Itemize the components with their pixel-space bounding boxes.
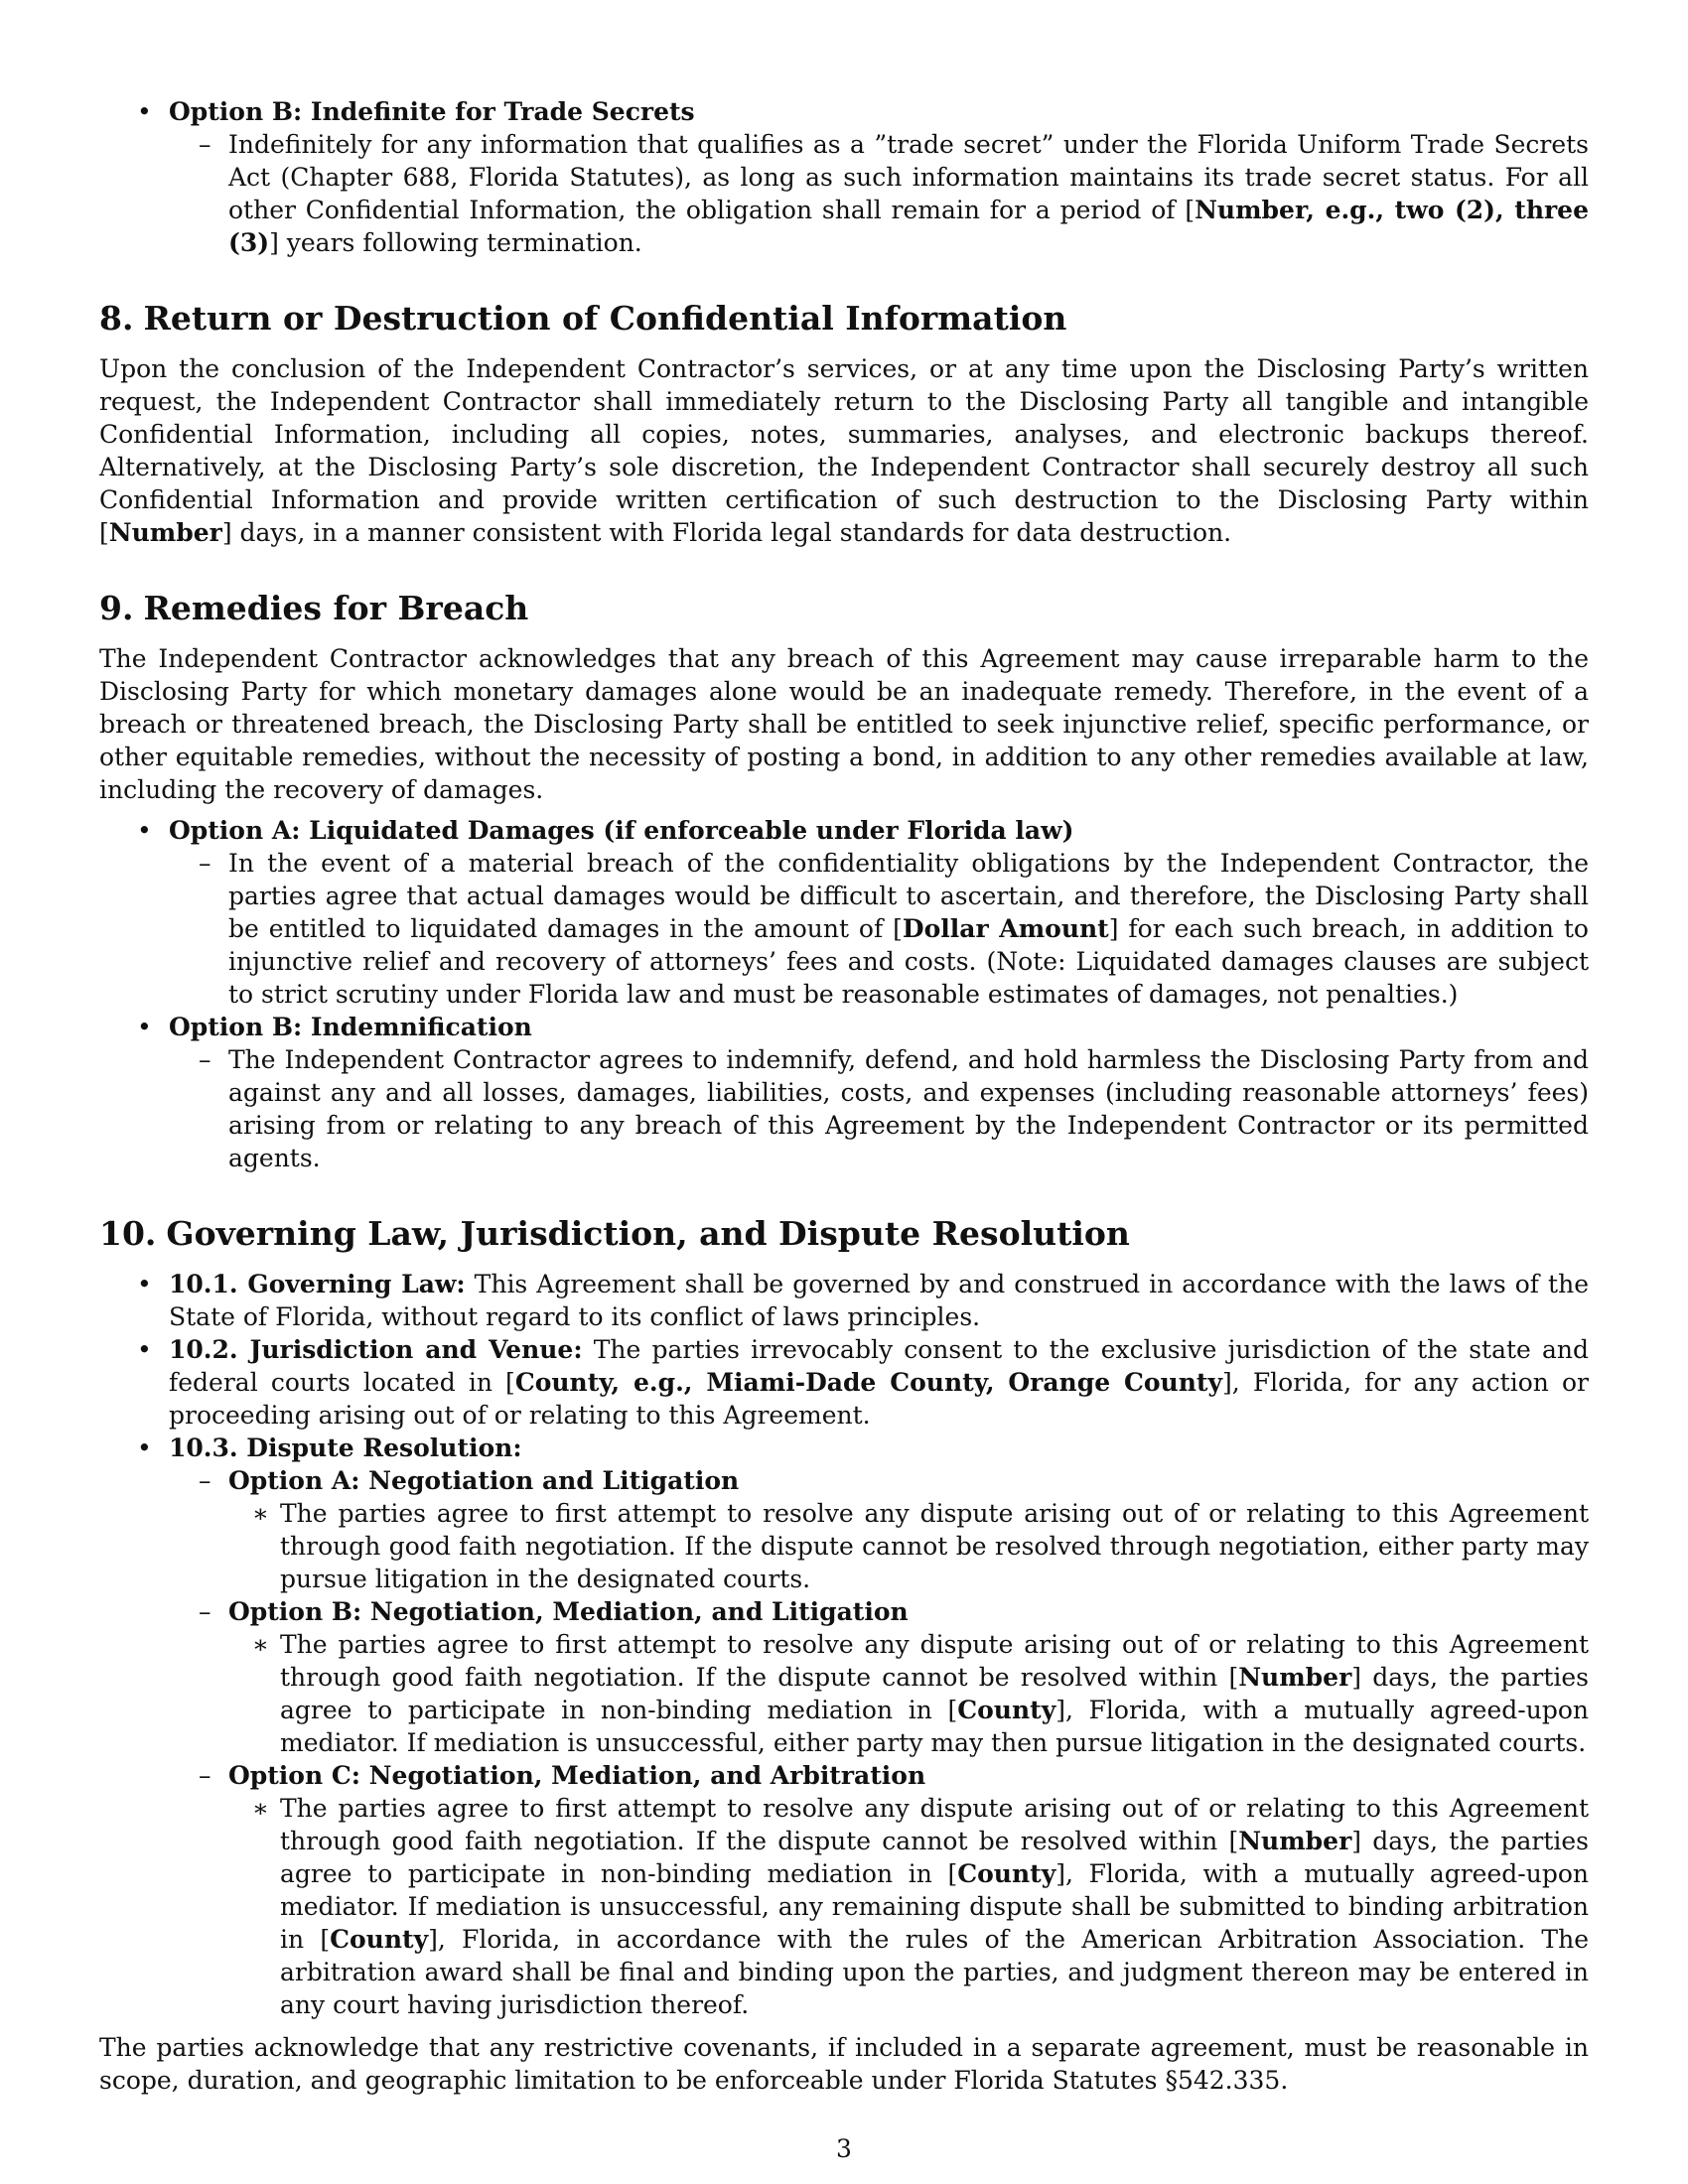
text-span: ] days, the parties agree to participate in non-binding mediation in [ (280, 1663, 1589, 1724)
list-item: – The Independent Contractor agrees to indemnify, defend, and hold harmless the Disclosing Party from and against any and all losses, damages, liabilities, costs, and expenses (including reasonable attorneys’ fees) arising from or relating to any breach of this Agreement by the Independent Contractor or its permitted agents. (169, 1043, 1589, 1174)
option-list-top (99, 95, 1589, 259)
sub-list (228, 1497, 1589, 1595)
option-b-title: Option B: Negotiation, Mediation, and Litigation (228, 1597, 909, 1626)
placeholder-term: Number, e.g., two (2), three (3) (228, 196, 1589, 257)
text-span: The parties agree to first attempt to resolve any dispute arising out of or relating to this Agreement through good faith negotiation. If the dispute cannot be resolved within [ (280, 1794, 1589, 1855)
option-b-title: Option B: Indemnification (169, 1013, 532, 1041)
placeholder-term: Number (1238, 1663, 1352, 1692)
text-span: Upon the conclusion of the Independent Contractor’s services, or at any time upon the Disclosing Party’s written request, the Independent Contractor shall immediately return to the Disclosing Party all tangible and intangible Confidential Information, including all copies, notes, summaries, analyses, and electronic backups thereof. Alternatively, at the Disclosing Party’s sole discretion, the Independent Contractor shall securely destroy all such Confidential Information and provide written certification of such destruction to the Disclosing Party within [ (99, 354, 1589, 547)
list-item (169, 847, 1589, 1011)
section-title: Remedies for Breach (143, 589, 529, 627)
list-item (228, 1792, 1589, 2021)
section-number: 8. (99, 299, 134, 338)
list-item (99, 1268, 1589, 1333)
list-item (169, 1759, 1589, 2021)
text-span: Indefinitely for any information that qualifies as a ”trade secret” under the Florida Uniform Trade Secrets Act (Chapter 688, Florida Statutes), as long as such information maintains its trade secret status. For all other Confidential Information, the obligation shall remain for a period of [ (228, 130, 1589, 224)
clause-label: 10.2. Jurisdiction and Venue: (169, 1335, 583, 1364)
list-item (169, 1595, 1589, 1759)
placeholder-term: County, e.g., Miami-Dade County, Orange County (514, 1368, 1222, 1397)
placeholder-term: Number (1238, 1827, 1352, 1855)
text-span: ] days, the parties agree to participate in non-binding mediation in [ (280, 1827, 1589, 1888)
text-span: ], Florida, with a mutually agreed-upon mediator. If mediation is unsuccessful, either party may then pursue litigation in the designated courts. (280, 1696, 1589, 1757)
section-10-list (99, 1268, 1589, 2021)
placeholder-term: County (330, 1925, 429, 1954)
placeholder-term: County (957, 1859, 1056, 1888)
text-span: ], Florida, in accordance with the rules of the American Arbitration Association. The arbitration award shall be final and binding upon the parties, and judgment thereon may be entered in any court having jurisdiction thereof. (280, 1925, 1589, 2019)
clause-label: 10.1. Governing Law: (169, 1270, 466, 1298)
clause-label: 10.3. Dispute Resolution: (169, 1433, 522, 1462)
text-span: ] years following termination. (269, 228, 642, 257)
list-item (99, 1333, 1589, 1432)
list-item: ∗ The parties agree to first attempt to resolve any dispute arising out of or relating to this Agreement through good faith negotiation. If the dispute cannot be resolved through negotiation, either party may pursue litigation in the designated courts. (228, 1497, 1589, 1595)
text-span: ], Florida, with a mutually agreed-upon mediator. If mediation is unsuccessful, any remaining dispute shall be submitted to binding arbitration in [ (280, 1859, 1589, 1954)
section-title: Governing Law, Jurisdiction, and Dispute Resolution (166, 1214, 1130, 1253)
section-8-paragraph (99, 352, 1589, 549)
list-item (99, 1432, 1589, 2021)
list-item (99, 814, 1589, 1011)
placeholder-term: County (957, 1696, 1056, 1724)
text-span: ] days, in a manner consistent with Florida legal standards for data destruction. (221, 518, 1232, 547)
page-number: 3 (836, 2134, 852, 2163)
dispute-options-list (169, 1464, 1589, 2021)
list-item (99, 1011, 1589, 1174)
sub-list (228, 1792, 1589, 2021)
sub-list (169, 847, 1589, 1011)
list-item (99, 95, 1589, 259)
section-9-intro: The Independent Contractor acknowledges that any breach of this Agreement may cause irreparable harm to the Disclosing Party for which monetary damages alone would be an inadequate remedy. Therefore, in the event of a breach or threatened breach, the Disclosing Party shall be entitled to seek injunctive relief, specific performance, or other equitable remedies, without the necessity of posting a bond, in addition to any other remedies available at law, including the recovery of damages. (99, 644, 1589, 804)
section-title: Return or Destruction of Confidential Information (143, 299, 1067, 338)
section-number: 10. (99, 1214, 157, 1253)
placeholder-term: Dollar Amount (902, 914, 1109, 943)
sub-list (169, 128, 1589, 259)
section-10-heading (99, 1214, 1589, 1254)
section-9-heading (99, 589, 1589, 628)
text-span: ], Florida, for any action or proceeding arising out of or relating to this Agreement. (169, 1368, 1589, 1430)
sub-list (228, 1628, 1589, 1759)
list-item (169, 128, 1589, 259)
section-8-heading (99, 299, 1589, 339)
option-a-title: Option A: Liquidated Damages (if enforceable under Florida law) (169, 816, 1074, 845)
text-span: ] for each such breach, in addition to injunctive relief and recovery of attorneys’ fees and costs. (Note: Liquidated damages clauses are subject to strict scrutiny under Florida law and must be reasonable estimates of damages, not penalties.) (228, 914, 1589, 1009)
document-page (99, 95, 1589, 2097)
placeholder-term: Number (108, 518, 222, 547)
option-c-title: Option C: Negotiation, Mediation, and Arbitration (228, 1761, 926, 1790)
list-item (228, 1628, 1589, 1759)
remedies-options-list (99, 814, 1589, 1174)
option-a-title: Option A: Negotiation and Litigation (228, 1466, 740, 1495)
sub-list (169, 1043, 1589, 1174)
text-span: The parties irrevocably consent to the exclusive jurisdiction of the state and federal courts located in [ (169, 1335, 1589, 1397)
text-span: In the event of a material breach of the confidentiality obligations by the Independent Contractor, the parties agree that actual damages would be difficult to ascertain, and therefore, the Disclosing Party shall be entitled to liquidated damages in the amount of [ (228, 849, 1589, 943)
closing-paragraph: The parties acknowledge that any restrictive covenants, if included in a separate agreement, must be reasonable in scope, duration, and geographic limitation to be enforceable under Florida Statutes §542.335. (99, 2033, 1589, 2095)
text-span: The parties agree to first attempt to resolve any dispute arising out of or relating to this Agreement through good faith negotiation. If the dispute cannot be resolved within [ (280, 1630, 1589, 1692)
list-item (169, 1464, 1589, 1595)
text-span: This Agreement shall be governed by and construed in accordance with the laws of the State of Florida, without regard to its conflict of laws principles. (169, 1270, 1589, 1331)
option-b-trade-secrets-title: Option B: Indefinite for Trade Secrets (169, 97, 695, 126)
section-number: 9. (99, 589, 134, 627)
